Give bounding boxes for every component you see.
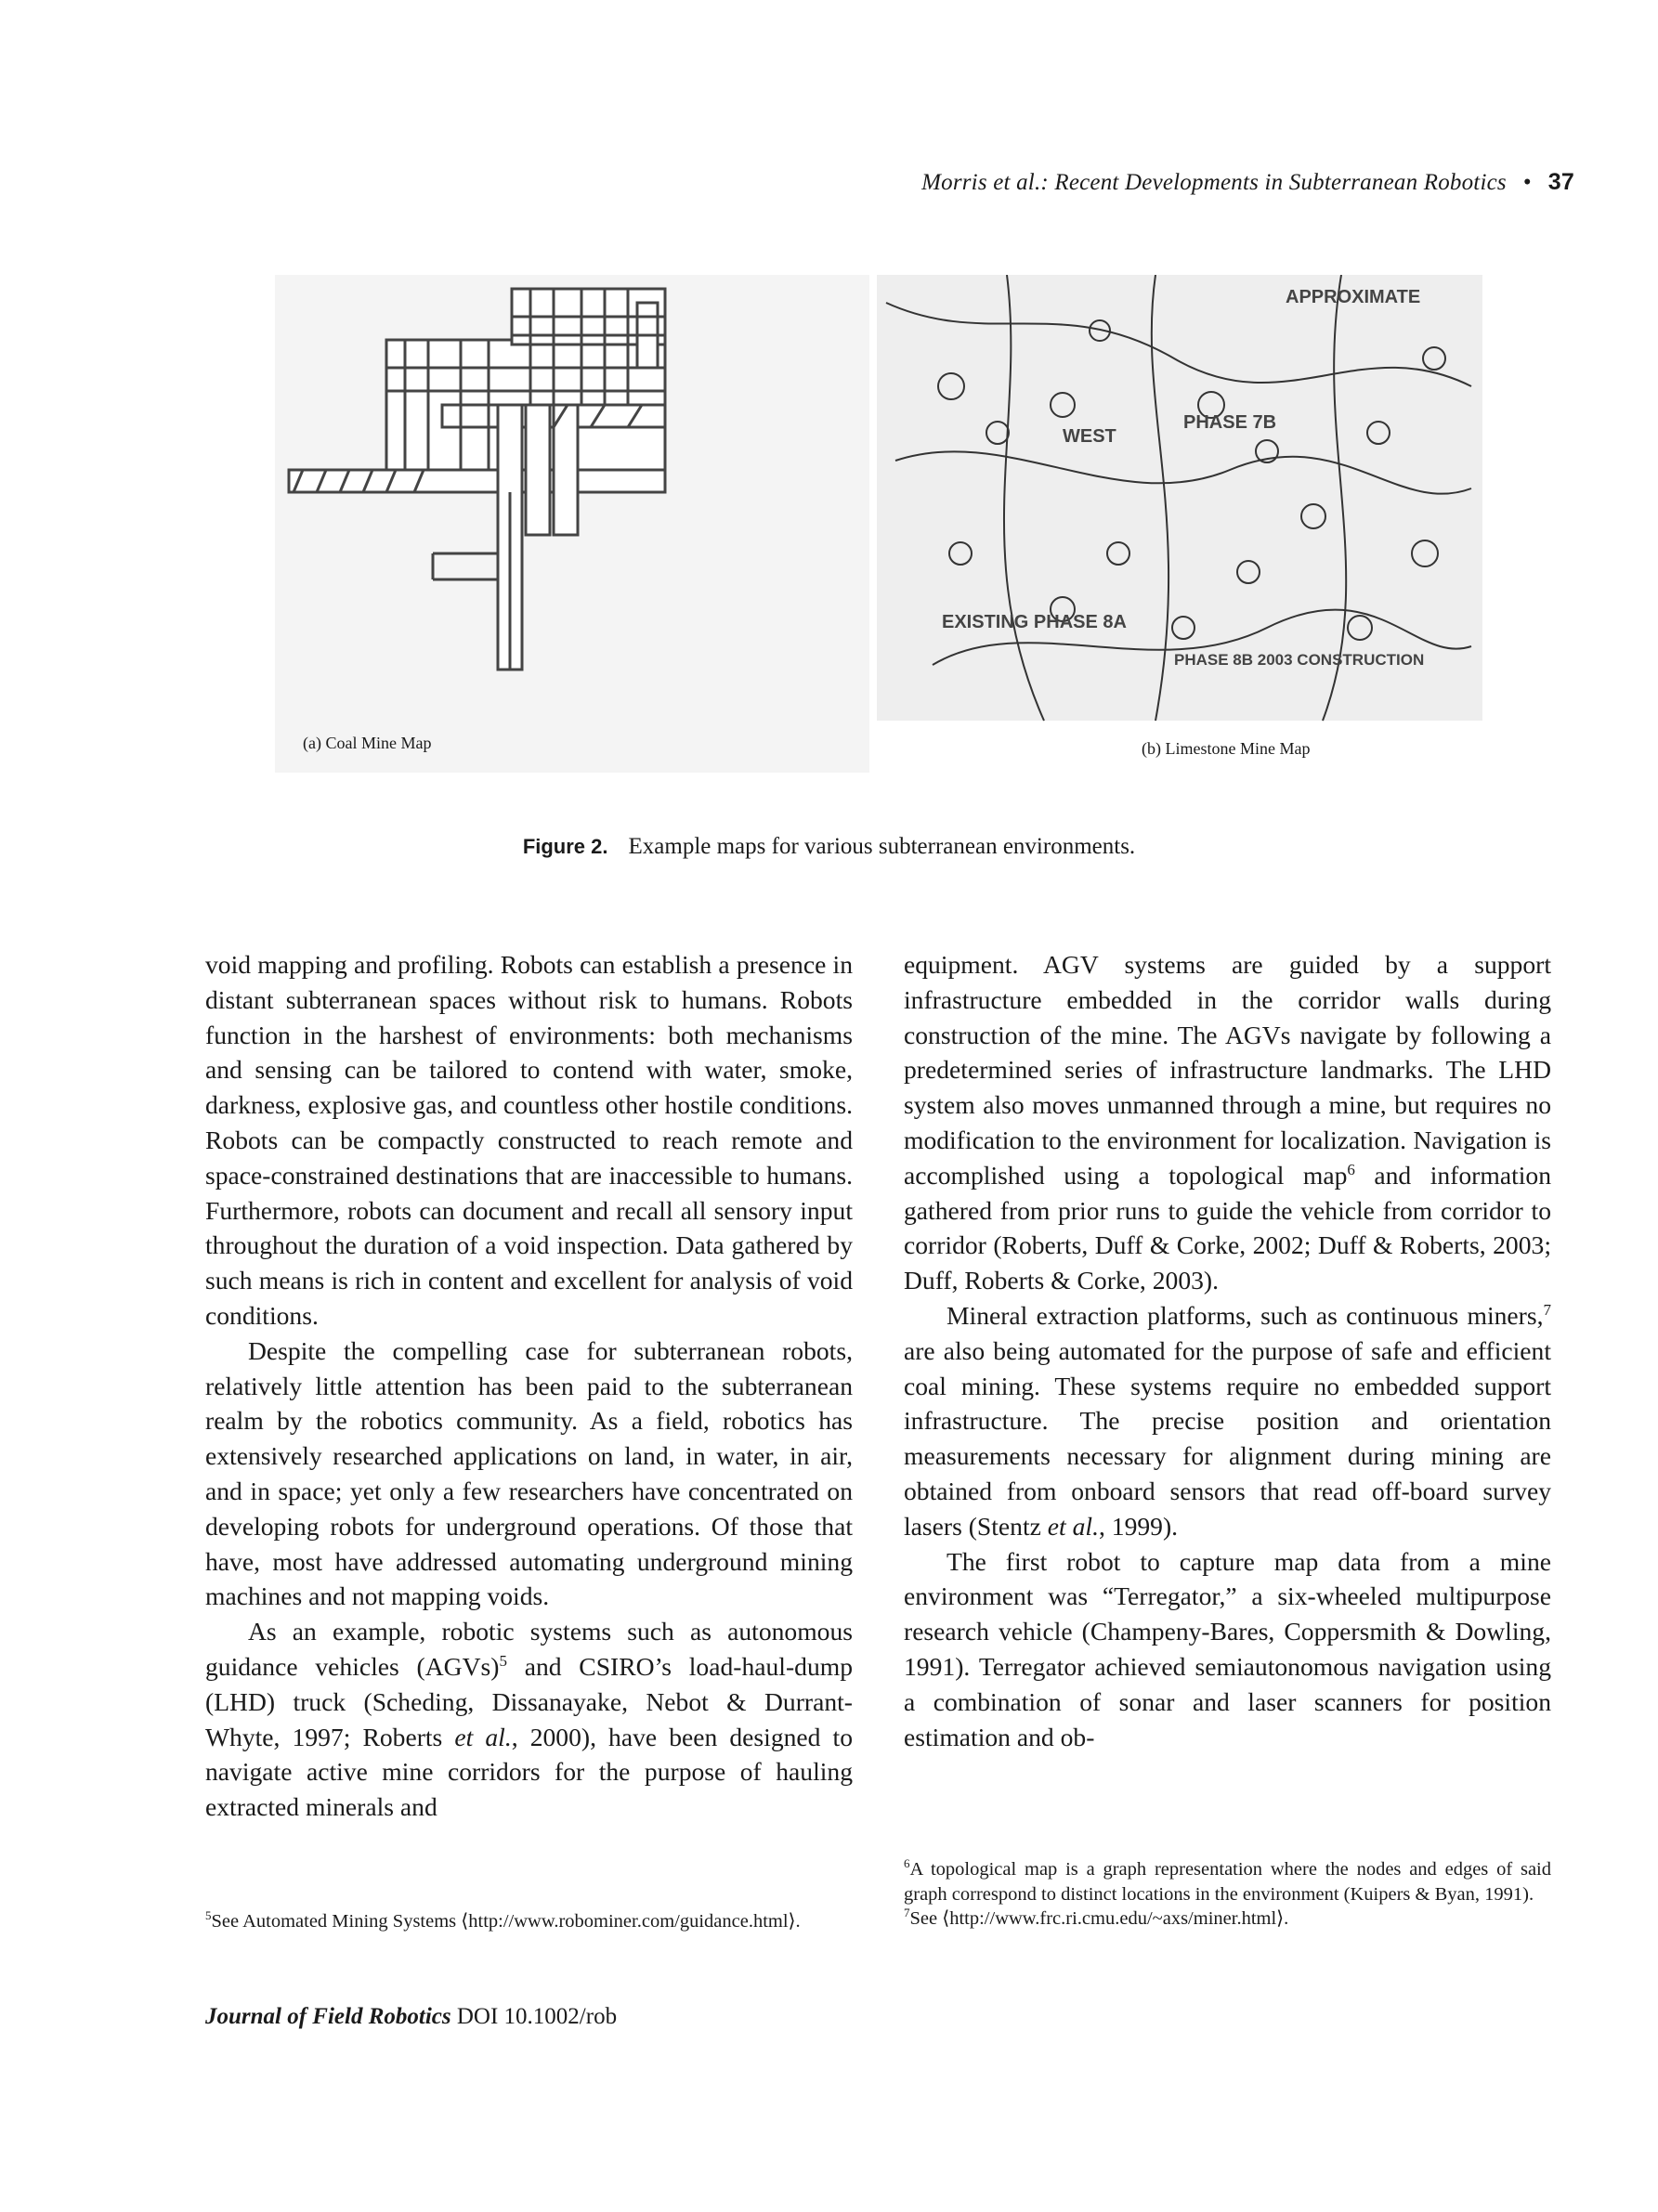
map-text-phase-8a: EXISTING PHASE 8A [942, 612, 1127, 632]
map-text-west: WEST [1063, 426, 1116, 447]
left-paragraph-2: Despite the compelling case for subterranean robots, relatively little attention has been paid to the subterranean realm by the robotics community. As a field, robotics has extensively researched applications on land, in water, in air, and in space; yet only a few researchers have concentrated on developing robots for underground operations. Of those that have, most have addressed automating underground mining machines and not mapping voids. [205, 1335, 853, 1611]
footnote-6-text: A topological map is a graph representation where the nodes and edges of said graph correspond to distinct locations in the environment (Kuipers & Byan, 1991). [904, 1859, 1551, 1905]
journal-name: Journal of Field Robotics [205, 2004, 451, 2029]
running-title: Morris et al.: Recent Developments in Subterranean Robotics [921, 170, 1507, 195]
map-text-phase-7b: PHASE 7B [1183, 412, 1277, 433]
right-paragraph-1 [904, 947, 1551, 1298]
right-p2-text-c: , 1999). [1098, 1511, 1179, 1541]
journal-doi: DOI 10.1002/rob [456, 2004, 618, 2029]
journal-footer [205, 2004, 617, 2030]
footnote-6 [904, 1857, 1551, 1906]
figure-2 [275, 275, 1482, 773]
footnote-7-text: See ⟨http://www.frc.ri.cmu.edu/~axs/miner.html⟩. [909, 1908, 1289, 1929]
right-p2-text-b: are also being automated for the purpose of safe and efficient coal mining. These systems require no embedded support infrastructure. The precise position and orientation measurements necessary for alignment during mining are obtained from onboard sensors that read off-board survey lasers (Stentz [904, 1335, 1551, 1541]
footnotes-right [904, 1857, 1551, 1932]
right-p2-etal: et al. [1047, 1511, 1099, 1541]
right-paragraph-2 [904, 1298, 1551, 1544]
footnote-5 [205, 1909, 853, 1934]
left-paragraph-1: void mapping and profiling. Robots can establish a presence in distant subterranean spaces without risk to humans. Robots function in the harshest of environments: both mechanisms and sensing can be tailored to contend with water, smoke, darkness, explosive gas, and countless other hostile conditions. Robots can be compactly constructed to reach remote and space-constrained destinations that are inaccessible to humans. Furthermore, robots can document and recall all sensory input throughout the duration of a void inspection. Data gathered by such means is rich in content and excellent for analysis of void conditions. [205, 950, 853, 1330]
footnote-ref-7: 7 [1543, 1300, 1551, 1319]
figure-caption [0, 834, 1658, 860]
footnote-5-text: See Automated Mining Systems ⟨http://www.robominer.com/guidance.html⟩. [211, 1911, 801, 1932]
panel-b-caption: (b) Limestone Mine Map [1142, 739, 1311, 758]
header-bullet: • [1522, 170, 1532, 195]
page-number: 37 [1547, 169, 1574, 195]
coal-mine-map-panel [275, 275, 869, 773]
footnote-5-mark: 5 [205, 1908, 212, 1923]
right-column [904, 947, 1551, 1754]
map-text-approximate: APPROXIMATE [1286, 287, 1421, 307]
right-p1-text-a: equipment. AGV systems are guided by a support infrastructure embedded in the corridor walls during construction of the mine. The AGVs navigate by following a predetermined series of infrastructure landmarks. The LHD system also moves unmanned through a mine, but requires no modification to the environment for localization. Navigation is accomplished using a topological map [904, 950, 1551, 1190]
footnote-6-mark: 6 [904, 1856, 910, 1871]
footnotes-left [205, 1909, 853, 1934]
figure-label: Figure 2. [522, 835, 608, 858]
left-p3-etal: et al. [454, 1722, 512, 1751]
running-head [921, 169, 1574, 196]
left-p3-text-a: As an example, robotic systems such as autonomous guidance vehicles (AGVs) [205, 1617, 853, 1681]
limestone-mine-map-panel [877, 275, 1482, 773]
coal-mine-map-image [275, 275, 869, 773]
right-p1-text-b: and information gathered from prior runs to guide the vehicle from corridor to corridor (Roberts, Duff & Corke, 2002; Duff & Roberts, 2003; Duff, Roberts & Corke, 2003). [904, 1160, 1551, 1295]
map-text-phase-8b: PHASE 8B 2003 CONSTRUCTION [1174, 651, 1425, 669]
footnote-ref-5: 5 [499, 1651, 507, 1670]
footnote-7 [904, 1906, 1551, 1932]
footnote-7-mark: 7 [904, 1906, 910, 1920]
footnote-ref-6: 6 [1347, 1160, 1355, 1178]
figure-caption-text: Example maps for various subterranean environments. [628, 834, 1136, 859]
limestone-mine-map-image [877, 275, 1482, 773]
right-p2-text-a: Mineral extraction platforms, such as continuous miners, [946, 1300, 1544, 1330]
left-p3-text-c: , 2000), have been designed to navigate active mine corridors for the purpose of hauling extracted minerals and [205, 1722, 853, 1822]
panel-a-caption: (a) Coal Mine Map [303, 734, 432, 752]
left-column [205, 947, 853, 1825]
left-p3-text-b: and CSIRO’s load-haul-dump (LHD) truck (Scheding, Dissanayake, Nebot & Durrant-Whyte, 1997; Roberts [205, 1651, 853, 1751]
right-paragraph-3: The first robot to capture map data from a mine environment was “Terregator,” a six-wheeled multipurpose research vehicle (Champeny-Bares, Coppersmith & Dowling, 1991). Terregator achieved semiautonomous navigation using a combination of sonar and laser scanners for position estimation and ob- [904, 1546, 1551, 1751]
left-paragraph-3 [205, 1614, 853, 1825]
